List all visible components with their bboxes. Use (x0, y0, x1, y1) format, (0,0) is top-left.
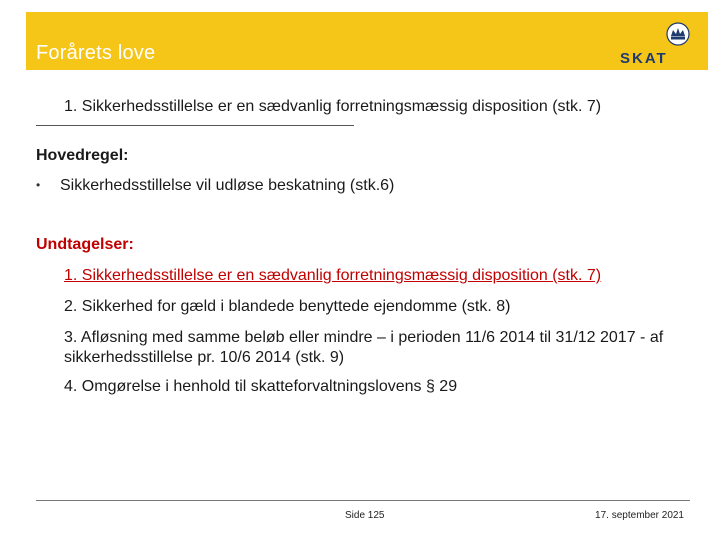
exceptions-heading: Undtagelser: (36, 236, 134, 253)
bullet-icon: • (36, 178, 41, 192)
slide-title: Forårets love (36, 42, 156, 64)
exception-item-3: 3. Afløsning med samme beløb eller mindre – i perioden 11/6 2014 til 31/12 2017 - af sikkerhedsstillelse pr. 10/6 2014 (stk. 9) (64, 329, 664, 366)
page-number: Side 125 (345, 510, 385, 521)
exception-item-4: 4. Omgørelse i henhold til skatteforvaltningslovens § 29 (64, 378, 458, 395)
divider (36, 125, 354, 126)
exception-item-2: 2. Sikkerhed for gæld i blandede benyttede ejendomme (stk. 8) (64, 298, 511, 315)
exception-item-1: 1. Sikkerhedsstillelse er en sædvanlig forretningsmæssig disposition (stk. 7) (64, 267, 602, 284)
bullet-text: Sikkerhedsstillelse vil udløse beskatning (stk.6) (60, 177, 395, 194)
logo-text: SKAT (620, 50, 668, 66)
header-banner (26, 12, 708, 70)
skat-logo (620, 20, 690, 66)
footer-divider (36, 500, 690, 501)
footer-date: 17. september 2021 (595, 510, 684, 521)
main-rule-heading: Hovedregel: (36, 147, 129, 164)
subtitle: 1. Sikkerhedsstillelse er en sædvanlig forretningsmæssig disposition (stk. 7) (64, 98, 602, 115)
